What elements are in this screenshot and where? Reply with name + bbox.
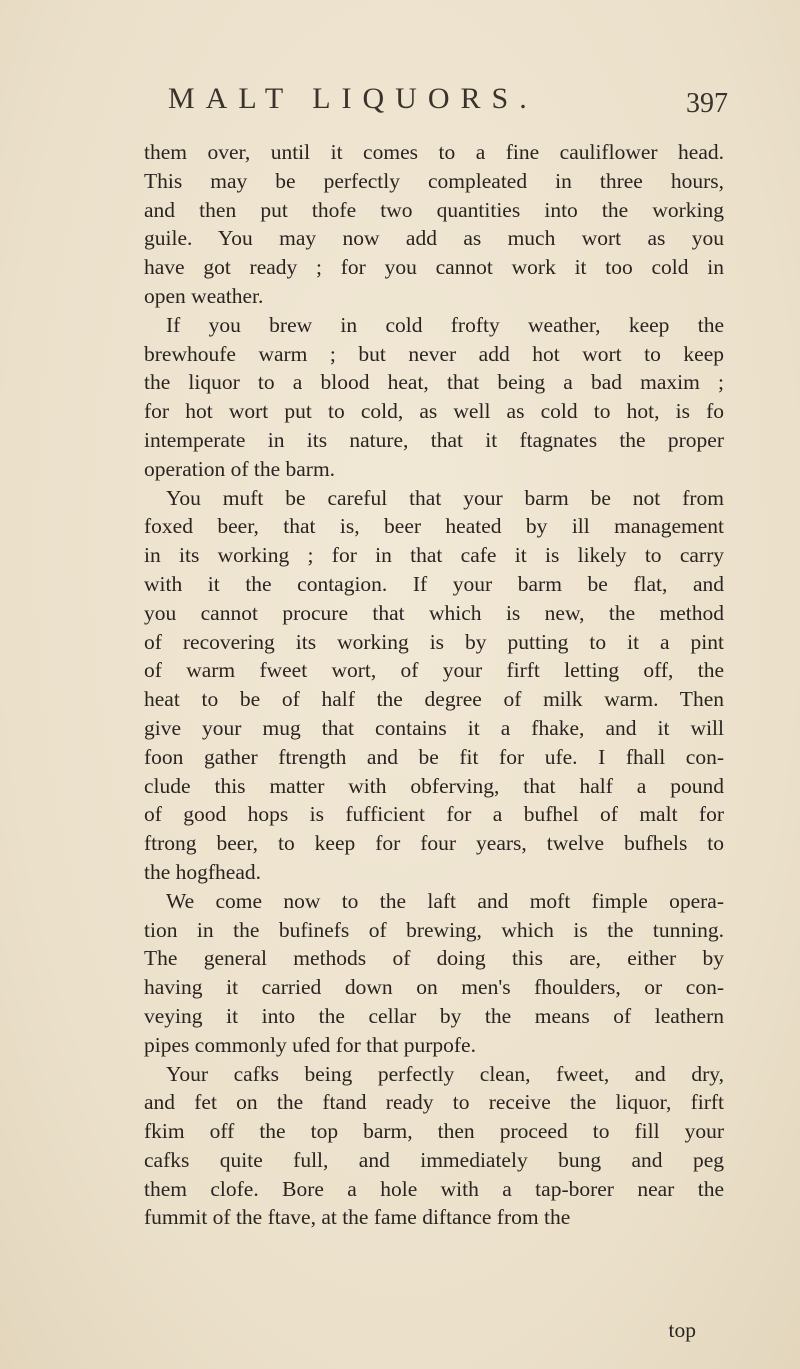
text-line: and fet on the ftand ready to receive the liquor, firft	[144, 1090, 724, 1115]
paragraph	[144, 887, 724, 1060]
paragraph	[144, 311, 724, 484]
text-line: the liquor to a blood heat, that being a bad maxim ;	[144, 370, 724, 395]
page-number: 397	[686, 88, 728, 119]
text-line: them clofe. Bore a hole with a tap-borer near the	[144, 1176, 724, 1201]
text-line: brewhoufe warm ; but never add hot wort to keep	[144, 341, 724, 366]
text-line: of recovering its working is by putting to it a pint	[144, 629, 724, 654]
text-line: The general methods of doing this are, either by	[144, 946, 724, 971]
text-line: ftrong beer, to keep for four years, twelve bufhels to	[144, 831, 724, 856]
text-line: heat to be of half the degree of milk warm. Then	[144, 687, 724, 712]
text-line: give your mug that contains it a fhake, and it will	[144, 715, 724, 740]
text-line: with it the contagion. If your barm be flat, and	[144, 571, 724, 596]
text-line: This may be perfectly compleated in three hours,	[144, 168, 724, 193]
text-line: for hot wort put to cold, as well as cold to hot, is fo	[144, 399, 724, 424]
text-line: intemperate in its nature, that it ftagnates the proper	[144, 427, 724, 452]
text-line: fkim off the top barm, then proceed to fill your	[144, 1119, 724, 1144]
text-line: We come now to the laft and moft fimple opera-	[166, 888, 724, 913]
text-line: tion in the bufinefs of brewing, which is the tunning.	[144, 917, 724, 942]
text-line: in its working ; for in that cafe it is likely to carry	[144, 543, 724, 568]
text-line: cafks quite full, and immediately bung and peg	[144, 1147, 724, 1172]
text-line: You muft be careful that your barm be not from	[166, 485, 724, 510]
running-head	[168, 82, 728, 122]
running-title: MALT LIQUORS.	[168, 82, 538, 115]
text-line: If you brew in cold frofty weather, keep the	[166, 312, 724, 337]
text-line: fummit of the ftave, at the fame diftance from the	[144, 1205, 571, 1230]
text-line: operation of the barm.	[144, 456, 336, 481]
text-line: and then put thofe two quantities into the working	[144, 197, 724, 222]
text-line: of warm fweet wort, of your firft letting off, the	[144, 658, 724, 683]
text-line: of good hops is fufficient for a bufhel of malt for	[144, 802, 724, 827]
text-line: foon gather ftrength and be fit for ufe. I fhall con-	[144, 744, 724, 769]
text-line: pipes commonly ufed for that purpofe.	[144, 1032, 476, 1057]
paragraph	[144, 138, 724, 311]
catchword: top	[668, 1318, 696, 1342]
text-line: clude this matter with obferving, that half a pound	[144, 773, 724, 798]
paragraph	[144, 1060, 724, 1233]
paragraph	[144, 484, 724, 887]
text-line: you cannot procure that which is new, the method	[144, 600, 724, 625]
text-line: the hogfhead.	[144, 859, 262, 884]
text-line: have got ready ; for you cannot work it too cold in	[144, 255, 724, 280]
text-line: having it carried down on men's fhoulders, or con-	[144, 975, 724, 1000]
text-line: guile. You may now add as much wort as you	[144, 226, 724, 251]
text-line: Your cafks being perfectly clean, fweet, and dry,	[166, 1061, 724, 1086]
body-text	[144, 138, 724, 1232]
text-line: open weather.	[144, 283, 264, 308]
text-line: veying it into the cellar by the means of leathern	[144, 1003, 724, 1028]
text-line: them over, until it comes to a fine cauliflower head.	[144, 140, 724, 164]
text-line: foxed beer, that is, beer heated by ill management	[144, 514, 724, 539]
